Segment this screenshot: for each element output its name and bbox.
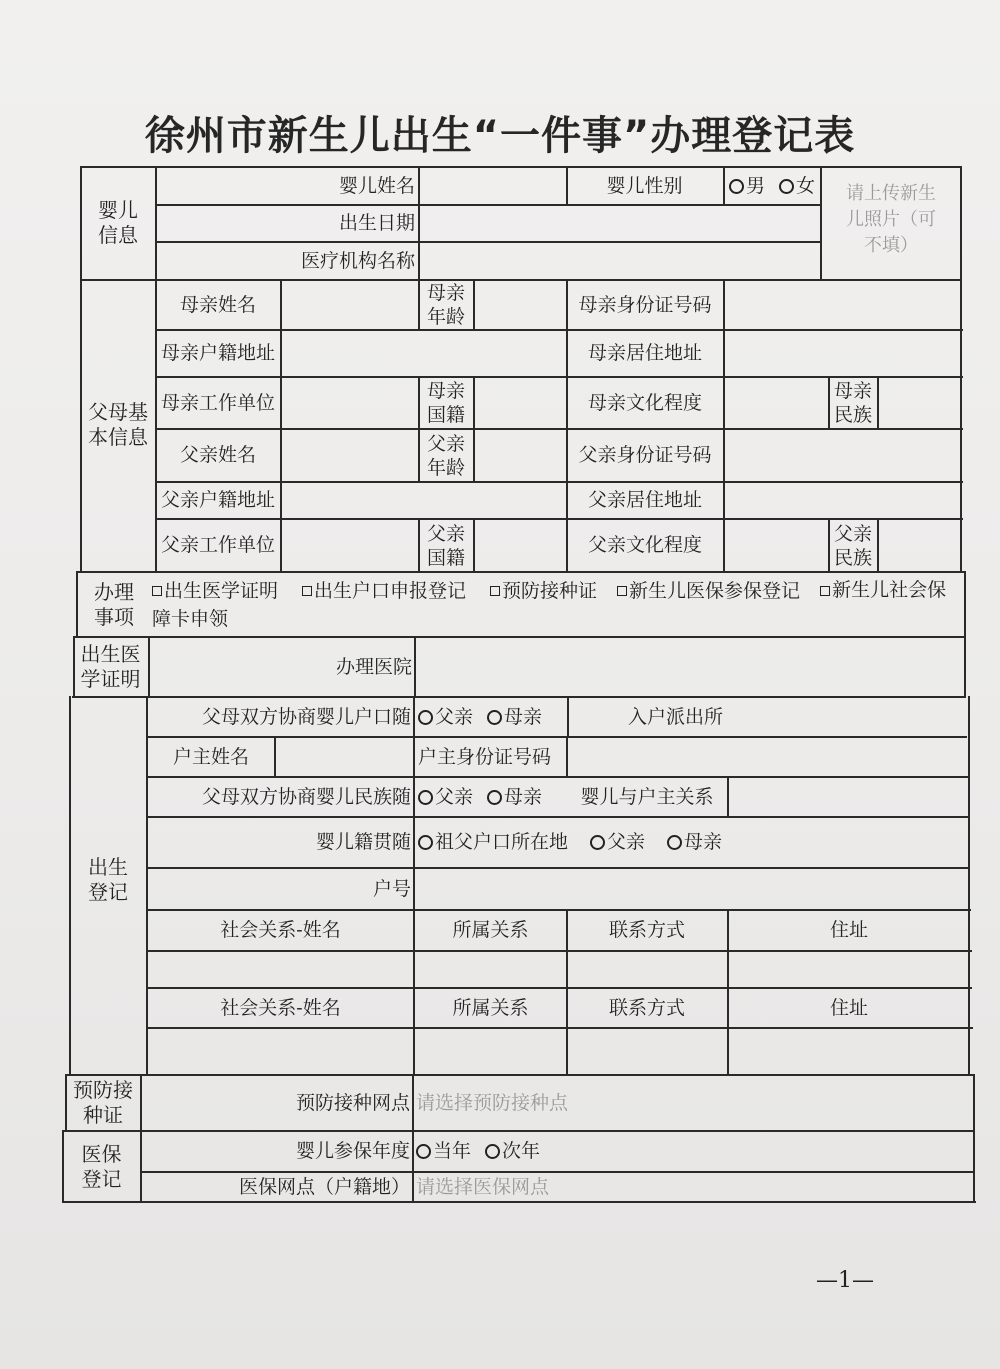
social-name-header-2: 社会关系-姓名 (220, 996, 341, 1019)
social-relation-header-2: 所属关系 (452, 996, 529, 1019)
radio-icon (779, 179, 794, 194)
father-nationality-field[interactable] (475, 520, 565, 571)
relation-label: 婴儿与户主关系 (580, 785, 714, 808)
mother-hukou-field[interactable] (282, 331, 565, 376)
mother-nationality-field[interactable] (475, 378, 565, 428)
mother-id-field[interactable] (725, 281, 959, 329)
householder-name-label: 户主姓名 (172, 745, 249, 768)
mother-work-field[interactable] (282, 378, 417, 428)
ethnicity-follow-father[interactable]: 父亲 (418, 785, 473, 810)
vaccine-point-label: 预防接种网点 (295, 1091, 410, 1114)
insurance-point-select[interactable]: 请选择医保网点 (416, 1175, 550, 1198)
matter-medical-insurance[interactable]: 新生儿医保参保登记 (617, 577, 800, 605)
institution-field[interactable] (420, 243, 818, 279)
radio-icon (418, 790, 433, 805)
checkbox-icon (617, 586, 627, 596)
father-id-label: 父亲身份证号码 (578, 444, 712, 466)
mother-id-label: 母亲身份证号码 (578, 293, 712, 316)
householder-id-label: 户主身份证号码 (418, 745, 552, 768)
section-insurance: 医保登记 (81, 1141, 122, 1191)
father-work-label: 父亲工作单位 (160, 534, 275, 556)
radio-icon (729, 179, 744, 194)
mother-age-label: 母亲年龄 (426, 282, 465, 328)
father-id-field[interactable] (725, 430, 959, 481)
checkbox-icon (490, 586, 500, 596)
insurance-point-label: 医保网点（户籍地） (238, 1175, 410, 1198)
mother-residence-field[interactable] (725, 331, 959, 376)
photo-upload-area[interactable]: 请上传新生儿照片（可不填） (846, 183, 936, 256)
baby-gender-options (725, 168, 819, 204)
native-grandfather[interactable]: 祖父户口所在地 (418, 830, 568, 855)
gender-option-male[interactable]: 男 (729, 174, 765, 199)
radio-icon (667, 835, 682, 850)
hospital-label: 办理医院 (335, 655, 412, 678)
gender-option-female[interactable]: 女 (779, 174, 815, 199)
radio-icon (418, 835, 433, 850)
baby-name-label: 婴儿姓名 (338, 174, 415, 197)
father-nationality-label: 父亲国籍 (426, 522, 465, 569)
father-residence-label: 父亲居住地址 (587, 489, 702, 511)
social-contact-header-1: 联系方式 (608, 919, 685, 941)
ethnicity-follow-mother[interactable]: 母亲 (487, 785, 542, 810)
household-no-field[interactable] (416, 869, 968, 909)
matter-birth-certificate[interactable]: 出生医学证明 (152, 577, 278, 605)
native-place-label: 婴儿籍贯随 (315, 831, 411, 853)
father-residence-field[interactable] (725, 483, 959, 518)
father-hukou-label: 父亲户籍地址 (160, 489, 275, 511)
native-mother[interactable]: 母亲 (667, 830, 722, 855)
form-title: 徐州市新生儿出生“一件事”办理登记表 (144, 113, 856, 159)
matter-hukou-registration[interactable]: 出生户口申报登记 (302, 577, 466, 605)
radio-icon (487, 790, 502, 805)
baby-gender-label: 婴儿性别 (606, 174, 683, 197)
section-parents-info: 父母基本信息 (88, 400, 148, 449)
police-station-label: 入户派出所 (627, 705, 723, 728)
mother-education-label: 母亲文化程度 (587, 391, 702, 414)
section-baby-info: 婴儿信息 (98, 198, 138, 247)
section-matters: 办理事项 (94, 579, 134, 629)
relation-field[interactable] (729, 778, 967, 816)
social-name-header-1: 社会关系-姓名 (220, 919, 341, 941)
mother-residence-label: 母亲居住地址 (587, 342, 702, 364)
hukou-follow-mother[interactable]: 母亲 (487, 705, 542, 730)
father-ethnicity-label: 父亲民族 (833, 522, 872, 569)
father-name-field[interactable] (282, 430, 417, 481)
mother-ethnicity-label: 母亲民族 (833, 380, 872, 426)
vaccine-point-select[interactable]: 请选择预防接种点 (416, 1091, 569, 1114)
radio-icon (418, 710, 433, 725)
section-birth-cert: 出生医学证明 (80, 642, 141, 691)
native-place-options (418, 818, 966, 867)
section-birth-registration: 出生登记 (88, 855, 128, 904)
insurance-year-next[interactable]: 次年 (485, 1139, 540, 1164)
social-address-header-2: 住址 (829, 996, 868, 1019)
radio-icon (485, 1144, 500, 1159)
mother-hukou-label: 母亲户籍地址 (160, 342, 275, 364)
birth-date-label: 出生日期 (338, 212, 415, 234)
hospital-field[interactable] (416, 638, 962, 696)
father-work-field[interactable] (282, 520, 417, 571)
social-relation-field-2[interactable] (416, 1029, 565, 1074)
insurance-year-label: 婴儿参保年度 (295, 1140, 410, 1162)
social-contact-header-2: 联系方式 (608, 996, 685, 1019)
father-hukou-field[interactable] (282, 483, 565, 518)
father-education-field[interactable] (725, 520, 827, 571)
social-name-field-1[interactable] (150, 952, 411, 987)
matters-checklist (152, 576, 962, 634)
social-address-header-1: 住址 (829, 919, 868, 941)
father-age-label: 父亲年龄 (426, 432, 465, 479)
father-name-label: 父亲姓名 (179, 444, 256, 466)
household-no-label: 户号 (372, 877, 411, 900)
checkbox-icon (302, 586, 312, 596)
social-name-field-2[interactable] (150, 1029, 411, 1074)
social-contact-field-2[interactable] (568, 1029, 726, 1074)
householder-id-field[interactable] (568, 738, 966, 776)
mother-nationality-label: 母亲国籍 (426, 380, 465, 426)
father-age-field[interactable] (475, 430, 565, 481)
social-address-field-2[interactable] (729, 1029, 971, 1074)
radio-icon (487, 710, 502, 725)
hukou-follow-options (418, 698, 566, 736)
father-education-label: 父亲文化程度 (587, 534, 702, 556)
mother-education-field[interactable] (725, 378, 827, 428)
mother-age-field[interactable] (475, 281, 565, 329)
matter-vaccination-cert[interactable]: 预防接种证 (490, 577, 597, 605)
checkbox-icon (152, 586, 162, 596)
native-father[interactable]: 父亲 (590, 830, 645, 855)
section-vaccine: 预防接种证 (73, 1078, 133, 1127)
insurance-year-options (416, 1132, 971, 1171)
ethnicity-follow-label: 父母双方协商婴儿民族随 (201, 785, 411, 808)
householder-name-field[interactable] (276, 738, 412, 776)
checkbox-icon (820, 586, 830, 596)
mother-ethnicity-field[interactable] (879, 378, 959, 428)
father-ethnicity-field[interactable] (879, 520, 959, 571)
radio-icon (590, 835, 605, 850)
mother-name-field[interactable] (282, 281, 417, 329)
ethnicity-follow-options (418, 778, 566, 816)
page-number: —1— (816, 1268, 874, 1293)
insurance-year-current[interactable]: 当年 (416, 1139, 471, 1164)
institution-label: 医疗机构名称 (300, 249, 415, 272)
baby-name-field[interactable] (420, 168, 565, 204)
police-station-field[interactable] (727, 698, 965, 736)
radio-icon (416, 1144, 431, 1159)
mother-name-label: 母亲姓名 (179, 293, 256, 316)
mother-work-label: 母亲工作单位 (160, 391, 275, 414)
hukou-follow-father[interactable]: 父亲 (418, 705, 473, 730)
hukou-follow-label: 父母双方协商婴儿户口随 (201, 705, 411, 728)
matter-social-security-card[interactable]: 新生儿社会保障卡申领 (152, 579, 947, 630)
birth-date-field[interactable] (420, 206, 818, 241)
social-relation-field-1[interactable] (416, 952, 565, 987)
social-contact-field-1[interactable] (568, 952, 726, 987)
social-address-field-1[interactable] (729, 952, 969, 987)
social-relation-header-1: 所属关系 (452, 919, 529, 941)
